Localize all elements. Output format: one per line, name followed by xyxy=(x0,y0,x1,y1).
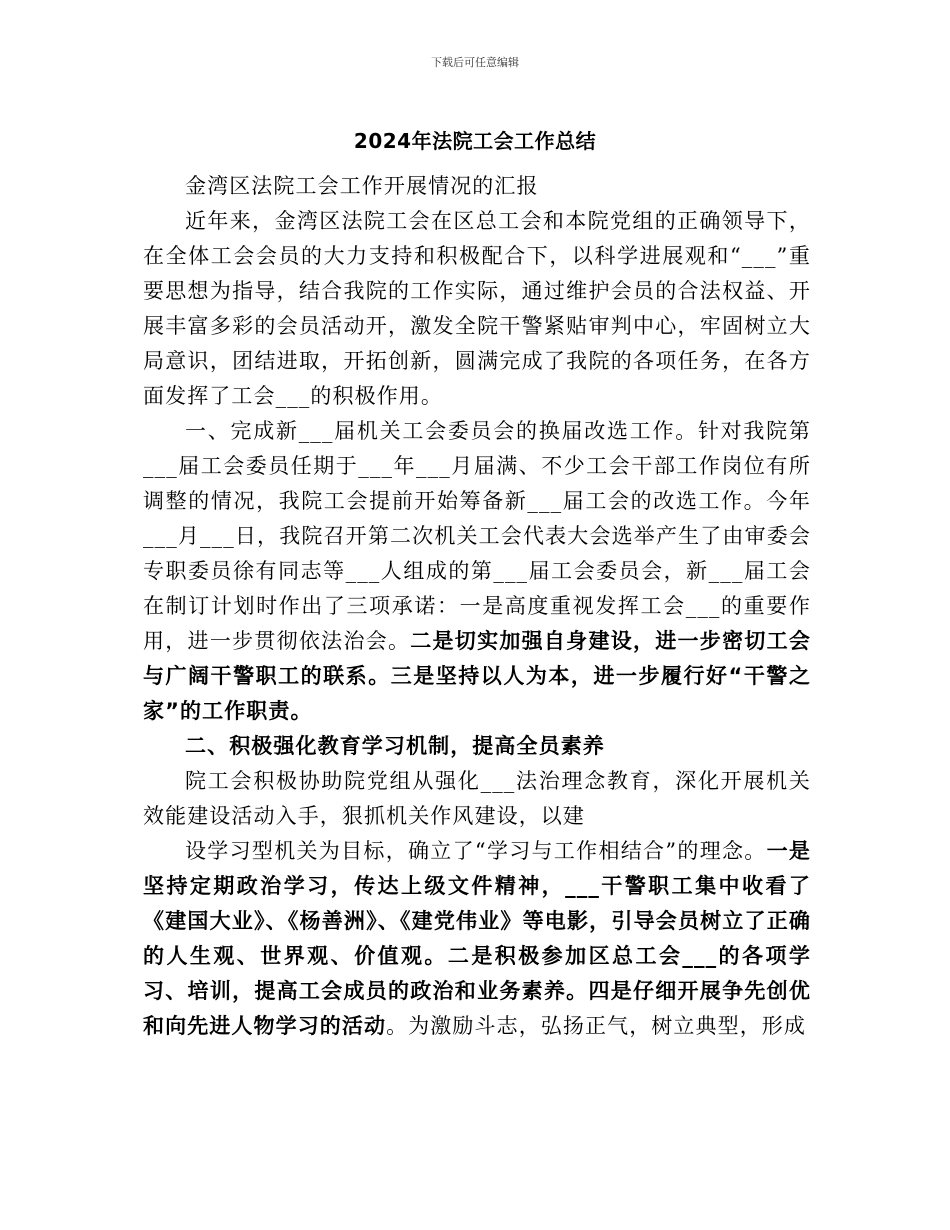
paragraph-intro-text: 近年来，金湾区法院工会在区总工会和本院党组的正确领导下，在全体工会会员的大力支持和积极配合下，以科学进展观和“___”重要思想为指导，结合我院的工作实际，通过维护会员的合法权益、开展丰富多彩的会员活动开，激发全院干警紧贴审判中心，牢固树立大局意识，团结进取，开拓创新，圆满完成了我院的各项任务，在各方面发挥了工会___的积极作用。 xyxy=(143,209,811,408)
section-two-heading xyxy=(143,729,811,764)
document-body xyxy=(143,169,811,1044)
header-note: 下载后可任意编辑 xyxy=(431,56,519,69)
section-two-text: 院工会积极协助院党组从强化___法治理念教育，深化开展机关效能建设活动入手，狠抓机关作风建设，以建 xyxy=(143,769,811,828)
paragraph-intro xyxy=(143,204,811,414)
subtitle-text: 金湾区法院工会工作开展情况的汇报 xyxy=(185,174,539,198)
section-two-bold-text: 一是坚持定期政治学习，传达上级文件精神，___干警职工集中收看了《建国大业》、《杨善洲》、《建党伟业》等电影，引导会员树立了正确的人生观、世界观、价值观。二是积极参加区总工会___的各项学习、培训，提高工会成员的政治和业务素养。四是仔细开展争先创优和向先进人物学习的活动 xyxy=(143,839,811,1038)
paragraph-section-two xyxy=(143,764,811,834)
subtitle-paragraph xyxy=(143,169,811,204)
paragraph-section-one xyxy=(143,414,811,729)
document-title: 2024年法院工会工作总结 xyxy=(353,129,597,153)
section-two-heading-text: 二、积极强化教育学习机制，提高全员素养 xyxy=(185,734,605,758)
section-two-continued-text: 设学习型机关为目标，确立了“学习与工作相结合”的理念。 xyxy=(185,839,767,863)
paragraph-section-two-continued xyxy=(143,834,811,1044)
section-two-tail-text: 。为激励斗志，弘扬正气，树立典型，形成 xyxy=(386,1014,807,1038)
section-one-text: 一、完成新___届机关工会委员会的换届改选工作。针对我院第___届工会委员任期于___年___月届满、不少工会干部工作岗位有所调整的情况，我院工会提前开始筹备新___届工会的改选工作。今年___月___日，我院召开第二次机关工会代表大会选举产生了由审委会专职委员徐有同志等___人组成的第___届工会委员会，新___届工会在制订计划时作出了三项承诺：一是高度重视发挥工会___的重要作用，进一步贯彻依法治会。 xyxy=(143,419,811,653)
section-one-bold-text: 二是切实加强自身建设，进一步密切工会与广阔干警职工的联系。三是坚持以人为本，进一步履行好“干警之家”的工作职责。 xyxy=(143,629,811,723)
